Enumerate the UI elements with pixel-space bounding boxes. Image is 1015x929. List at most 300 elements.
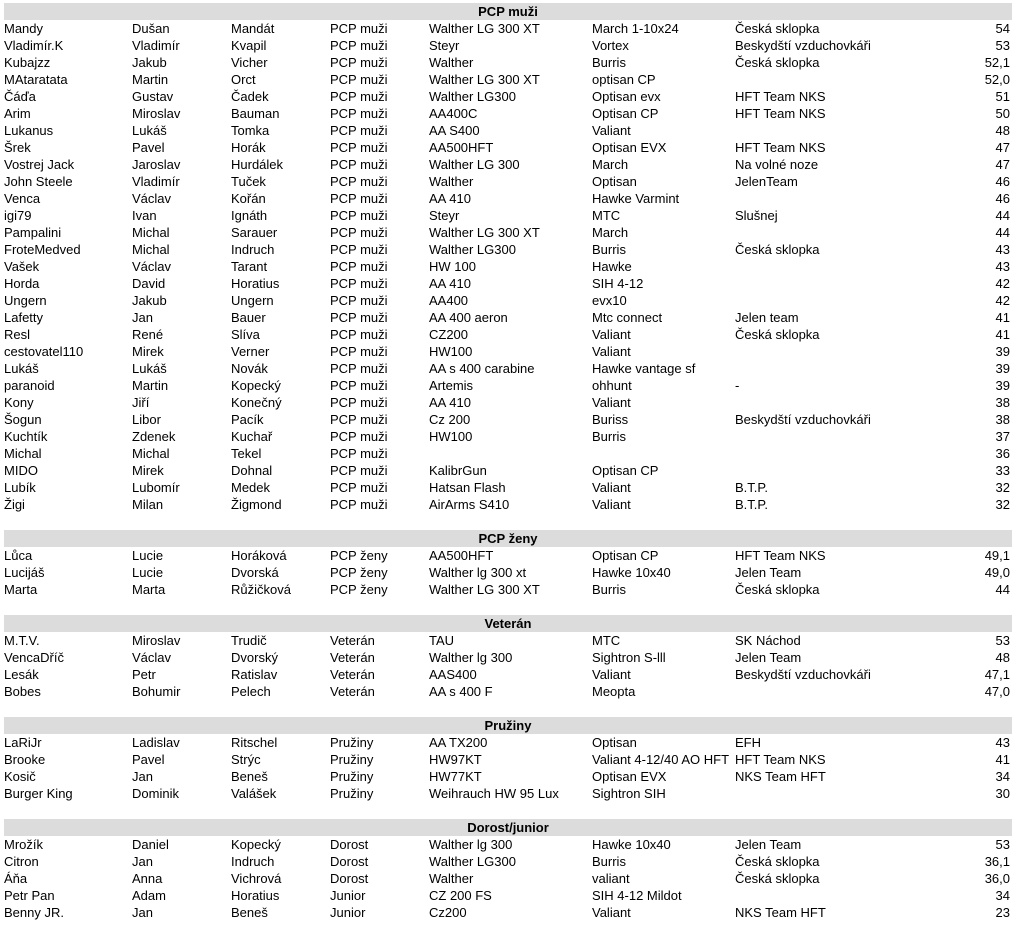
rifle-cell: HW 100 (429, 259, 476, 274)
table-row (4, 887, 1012, 904)
scope-cell: Hawke 10x40 (592, 565, 671, 580)
table-row (4, 853, 1012, 870)
rifle-cell: AA 400 aeron (429, 310, 508, 325)
first-name-cell: Michal (132, 446, 170, 461)
scope-cell: Mtc connect (592, 310, 663, 325)
rifle-cell: Steyr (429, 208, 460, 223)
scope-cell: Vortex (592, 38, 629, 53)
last-name-cell: Kopecký (231, 378, 281, 393)
category-cell: PCP ženy (330, 548, 388, 563)
nickname-cell: Petr Pan (4, 888, 55, 903)
scope-cell: valiant (592, 871, 630, 886)
scope-cell: Optisan EVX (592, 140, 667, 155)
score-cell: 42 (995, 293, 1010, 308)
table-row (4, 88, 1012, 105)
rifle-cell: TAU (429, 633, 455, 648)
category-cell: Pružiny (330, 735, 374, 750)
scope-cell: evx10 (592, 293, 627, 308)
score-cell: 44 (995, 208, 1010, 223)
rifle-cell: Walther LG 300 XT (429, 225, 540, 240)
category-cell: PCP muži (330, 208, 388, 223)
scope-cell: Optisan (592, 735, 637, 750)
scope-cell: Buriss (592, 412, 629, 427)
score-cell: 53 (995, 633, 1010, 648)
scope-cell: March (592, 157, 629, 172)
table-row (4, 139, 1012, 156)
table-row (4, 71, 1012, 88)
first-name-cell: Mirek (132, 463, 164, 478)
score-cell: 44 (995, 582, 1010, 597)
last-name-cell: Medek (231, 480, 271, 495)
nickname-cell: Kuchtík (4, 429, 48, 444)
nickname-cell: paranoid (4, 378, 55, 393)
score-cell: 39 (995, 344, 1010, 359)
category-cell: Pružiny (330, 752, 374, 767)
score-cell: 47 (995, 140, 1010, 155)
score-cell: 46 (995, 174, 1010, 189)
scope-cell: Valiant (592, 480, 631, 495)
section-spacer (4, 598, 1012, 615)
last-name-cell: Konečný (231, 395, 282, 410)
category-cell: PCP muži (330, 429, 388, 444)
first-name-cell: David (132, 276, 166, 291)
score-cell: 54 (995, 21, 1010, 36)
first-name-cell: Dominik (132, 786, 179, 801)
score-cell: 38 (995, 395, 1010, 410)
table-row (4, 105, 1012, 122)
last-name-cell: Tarant (231, 259, 268, 274)
score-cell: 47,0 (984, 684, 1010, 699)
nickname-cell: cestovatel110 (4, 344, 84, 359)
category-cell: PCP muži (330, 38, 388, 53)
first-name-cell: Jiří (132, 395, 150, 410)
table-row (4, 496, 1012, 513)
last-name-cell: Horák (231, 140, 266, 155)
scope-cell: SIH 4-12 (592, 276, 644, 291)
score-cell: 39 (995, 361, 1010, 376)
section-spacer (4, 802, 1012, 819)
rifle-cell: AAS400 (429, 667, 477, 682)
scope-cell: Valiant 4-12/40 AO HFT (592, 752, 730, 767)
score-cell: 33 (995, 463, 1010, 478)
first-name-cell: Daniel (132, 837, 169, 852)
category-cell: PCP muži (330, 344, 388, 359)
scope-cell: Burris (592, 429, 626, 444)
nickname-cell: Šogun (4, 412, 42, 427)
rifle-cell: Cz 200 (429, 412, 471, 427)
first-name-cell: Adam (132, 888, 166, 903)
table-row (4, 666, 1012, 683)
score-cell: 47,1 (984, 667, 1010, 682)
first-name-cell: Miroslav (132, 106, 181, 121)
table-row (4, 258, 1012, 275)
rifle-cell: Weihrauch HW 95 Lux (429, 786, 559, 801)
category-cell: Junior (330, 905, 366, 920)
scope-cell: Optisan EVX (592, 769, 667, 784)
rifle-cell: AA400 (429, 293, 469, 308)
first-name-cell: Václav (132, 191, 172, 206)
team-cell: EFH (735, 735, 761, 750)
nickname-cell: M.T.V. (4, 633, 40, 648)
team-cell: - (735, 378, 740, 393)
first-name-cell: Zdenek (132, 429, 176, 444)
rifle-cell: AA TX200 (429, 735, 488, 750)
score-cell: 43 (995, 242, 1010, 257)
table-row (4, 683, 1012, 700)
scope-cell: March (592, 225, 629, 240)
first-name-cell: Martin (132, 72, 169, 87)
scope-cell: Optisan CP (592, 463, 659, 478)
table-row (4, 360, 1012, 377)
category-cell: Pružiny (330, 786, 374, 801)
rifle-cell: Artemis (429, 378, 474, 393)
scope-cell: Hawke Varmint (592, 191, 680, 206)
nickname-cell: VencaDříč (4, 650, 64, 665)
rifle-cell: CZ 200 FS (429, 888, 492, 903)
score-cell: 42 (995, 276, 1010, 291)
category-section (4, 819, 1012, 921)
scope-cell: Valiant (592, 327, 631, 342)
last-name-cell: Ritschel (231, 735, 278, 750)
last-name-cell: Mandát (231, 21, 275, 36)
first-name-cell: Lucie (132, 548, 164, 563)
last-name-cell: Indruch (231, 242, 275, 257)
scope-cell: Valiant (592, 395, 631, 410)
table-row (4, 224, 1012, 241)
category-cell: Dorost (330, 837, 369, 852)
team-cell: Beskydští vzduchovkáři (735, 412, 871, 427)
section-spacer (4, 513, 1012, 530)
nickname-cell: Lukáš (4, 361, 39, 376)
category-cell: PCP muži (330, 174, 388, 189)
category-cell: PCP muži (330, 72, 388, 87)
score-cell: 41 (995, 310, 1010, 325)
first-name-cell: Jan (132, 310, 153, 325)
table-row (4, 377, 1012, 394)
table-row (4, 326, 1012, 343)
last-name-cell: Horatius (231, 888, 280, 903)
rifle-cell: AA s 400 carabine (429, 361, 535, 376)
first-name-cell: Vladimír (132, 38, 180, 53)
rifle-cell: HW100 (429, 344, 473, 359)
section-spacer (4, 700, 1012, 717)
rifle-cell: Steyr (429, 38, 460, 53)
team-cell: Česká sklopka (735, 21, 820, 36)
score-cell: 52,1 (984, 55, 1010, 70)
scope-cell: Hawke 10x40 (592, 837, 671, 852)
last-name-cell: Novák (231, 361, 268, 376)
table-row (4, 241, 1012, 258)
team-cell: NKS Team HFT (735, 769, 826, 784)
nickname-cell: John Steele (4, 174, 73, 189)
table-row (4, 564, 1012, 581)
nickname-cell: Lesák (4, 667, 39, 682)
scope-cell: ohhunt (592, 378, 632, 393)
category-cell: PCP muži (330, 463, 388, 478)
category-cell: PCP muži (330, 191, 388, 206)
category-cell: Dorost (330, 871, 369, 886)
rifle-cell: AA500HFT (429, 548, 494, 563)
last-name-cell: Indruch (231, 854, 275, 869)
score-cell: 30 (995, 786, 1010, 801)
nickname-cell: Venca (4, 191, 41, 206)
score-cell: 41 (995, 327, 1010, 342)
score-cell: 39 (995, 378, 1010, 393)
score-cell: 36 (995, 446, 1010, 461)
scope-cell: Optisan CP (592, 106, 659, 121)
rifle-cell: AirArms S410 (429, 497, 510, 512)
nickname-cell: Burger King (4, 786, 73, 801)
last-name-cell: Sarauer (231, 225, 278, 240)
category-cell: Veterán (330, 633, 375, 648)
nickname-cell: Citron (4, 854, 39, 869)
category-cell: PCP muži (330, 225, 388, 240)
nickname-cell: Ungern (4, 293, 47, 308)
category-cell: PCP muži (330, 55, 388, 70)
category-header: Dorost/junior (4, 819, 1012, 836)
category-cell: PCP muži (330, 259, 388, 274)
table-row (4, 904, 1012, 921)
score-cell: 43 (995, 735, 1010, 750)
first-name-cell: Lukáš (132, 123, 167, 138)
category-cell: PCP muži (330, 310, 388, 325)
last-name-cell: Strýc (231, 752, 261, 767)
nickname-cell: Pampalini (4, 225, 62, 240)
last-name-cell: Kopecký (231, 837, 281, 852)
table-row (4, 292, 1012, 309)
first-name-cell: Michal (132, 225, 170, 240)
team-cell: Česká sklopka (735, 871, 820, 886)
last-name-cell: Bauman (231, 106, 280, 121)
category-cell: PCP muži (330, 361, 388, 376)
scope-cell: optisan CP (592, 72, 656, 87)
score-cell: 36,1 (984, 854, 1010, 869)
table-row (4, 649, 1012, 666)
team-cell: B.T.P. (735, 480, 769, 495)
rifle-cell: HW77KT (429, 769, 482, 784)
nickname-cell: MAtaratata (4, 72, 68, 87)
category-cell: PCP muži (330, 293, 388, 308)
scope-cell: Valiant (592, 344, 631, 359)
category-cell: Dorost (330, 854, 369, 869)
nickname-cell: Mandy (4, 21, 44, 36)
scope-cell: MTC (592, 633, 621, 648)
category-cell: PCP muži (330, 140, 388, 155)
category-section (4, 3, 1012, 513)
scope-cell: Hawke vantage sf (592, 361, 696, 376)
nickname-cell: Lucijáš (4, 565, 45, 580)
scope-cell: Sightron SIH (592, 786, 666, 801)
rifle-cell: KalibrGun (429, 463, 487, 478)
score-cell: 44 (995, 225, 1010, 240)
score-cell: 34 (995, 769, 1010, 784)
nickname-cell: Brooke (4, 752, 46, 767)
results-sheet (4, 3, 1012, 921)
category-header: Pružiny (4, 717, 1012, 734)
nickname-cell: Benny JR. (4, 905, 64, 920)
first-name-cell: Jan (132, 905, 153, 920)
score-cell: 32 (995, 497, 1010, 512)
first-name-cell: Jakub (132, 55, 167, 70)
rifle-cell: AA400C (429, 106, 478, 121)
score-cell: 52,0 (984, 72, 1010, 87)
last-name-cell: Pelech (231, 684, 271, 699)
first-name-cell: Ivan (132, 208, 157, 223)
table-row (4, 394, 1012, 411)
table-row (4, 156, 1012, 173)
first-name-cell: Miroslav (132, 633, 181, 648)
rifle-cell: Walther (429, 55, 474, 70)
nickname-cell: Lůca (4, 548, 33, 563)
score-cell: 49,1 (984, 548, 1010, 563)
score-cell: 32 (995, 480, 1010, 495)
category-section (4, 717, 1012, 802)
first-name-cell: Jaroslav (132, 157, 181, 172)
rifle-cell: Walther (429, 174, 474, 189)
category-cell: PCP muži (330, 89, 388, 104)
last-name-cell: Čadek (231, 89, 269, 104)
last-name-cell: Tomka (231, 123, 270, 138)
last-name-cell: Kořán (231, 191, 266, 206)
first-name-cell: Lubomír (132, 480, 180, 495)
score-cell: 51 (995, 89, 1010, 104)
category-section (4, 615, 1012, 700)
table-row (4, 836, 1012, 853)
scope-cell: March 1-10x24 (592, 21, 679, 36)
last-name-cell: Valášek (231, 786, 277, 801)
table-row (4, 343, 1012, 360)
score-cell: 23 (995, 905, 1010, 920)
team-cell: Na volné noze (735, 157, 819, 172)
rifle-cell: AA 410 (429, 191, 471, 206)
last-name-cell: Horáková (231, 548, 287, 563)
nickname-cell: Mrožík (4, 837, 43, 852)
nickname-cell: Vladimír.K (4, 38, 64, 53)
nickname-cell: Michal (4, 446, 42, 461)
team-cell: Beskydští vzduchovkáři (735, 38, 871, 53)
nickname-cell: Kony (4, 395, 34, 410)
last-name-cell: Horatius (231, 276, 280, 291)
rifle-cell: CZ200 (429, 327, 469, 342)
first-name-cell: Michal (132, 242, 170, 257)
table-row (4, 428, 1012, 445)
first-name-cell: Lucie (132, 565, 164, 580)
table-row (4, 309, 1012, 326)
category-cell: PCP muži (330, 21, 388, 36)
category-cell: PCP muži (330, 446, 388, 461)
category-cell: PCP muži (330, 123, 388, 138)
table-row (4, 20, 1012, 37)
table-row (4, 785, 1012, 802)
team-cell: Česká sklopka (735, 55, 820, 70)
category-cell: Pružiny (330, 769, 374, 784)
table-row (4, 581, 1012, 598)
last-name-cell: Vichrová (231, 871, 282, 886)
team-cell: Slušnej (735, 208, 778, 223)
nickname-cell: LaRiJr (4, 735, 42, 750)
table-row (4, 462, 1012, 479)
table-row (4, 122, 1012, 139)
nickname-cell: igi79 (4, 208, 32, 223)
first-name-cell: Mirek (132, 344, 164, 359)
table-row (4, 54, 1012, 71)
scope-cell: Valiant (592, 667, 631, 682)
score-cell: 43 (995, 259, 1010, 274)
last-name-cell: Ratislav (231, 667, 278, 682)
score-cell: 41 (995, 752, 1010, 767)
category-cell: PCP muži (330, 480, 388, 495)
first-name-cell: Marta (132, 582, 166, 597)
score-cell: 47 (995, 157, 1010, 172)
scope-cell: Valiant (592, 123, 631, 138)
team-cell: Jelen Team (735, 565, 802, 580)
table-row (4, 870, 1012, 887)
nickname-cell: MIDO (4, 463, 38, 478)
last-name-cell: Tekel (231, 446, 262, 461)
first-name-cell: Libor (132, 412, 161, 427)
team-cell: JelenTeam (735, 174, 798, 189)
category-cell: Veterán (330, 650, 375, 665)
category-cell: PCP muži (330, 412, 388, 427)
score-cell: 50 (995, 106, 1010, 121)
rifle-cell: AA 410 (429, 276, 471, 291)
last-name-cell: Verner (231, 344, 270, 359)
category-cell: PCP muži (330, 327, 388, 342)
score-cell: 53 (995, 837, 1010, 852)
table-row (4, 173, 1012, 190)
category-cell: PCP muži (330, 395, 388, 410)
rifle-cell: Walther LG 300 XT (429, 72, 540, 87)
nickname-cell: Vašek (4, 259, 40, 274)
last-name-cell: Pacík (231, 412, 264, 427)
rifle-cell: Cz200 (429, 905, 467, 920)
table-row (4, 632, 1012, 649)
last-name-cell: Dvorská (231, 565, 279, 580)
nickname-cell: Kosič (4, 769, 36, 784)
last-name-cell: Slíva (231, 327, 260, 342)
first-name-cell: Jan (132, 769, 153, 784)
last-name-cell: Ignáth (231, 208, 268, 223)
scope-cell: Optisan evx (592, 89, 661, 104)
nickname-cell: Lubík (4, 480, 36, 495)
first-name-cell: Václav (132, 259, 172, 274)
first-name-cell: Milan (132, 497, 164, 512)
table-row (4, 734, 1012, 751)
table-row (4, 37, 1012, 54)
first-name-cell: Vladimír (132, 174, 180, 189)
last-name-cell: Beneš (231, 769, 268, 784)
table-row (4, 275, 1012, 292)
score-cell: 48 (995, 650, 1010, 665)
score-cell: 38 (995, 412, 1010, 427)
scope-cell: Hawke (592, 259, 632, 274)
first-name-cell: René (132, 327, 164, 342)
table-row (4, 190, 1012, 207)
rifle-cell: Walther LG300 (429, 89, 516, 104)
last-name-cell: Vicher (231, 55, 268, 70)
rifle-cell: AA 410 (429, 395, 471, 410)
nickname-cell: Bobes (4, 684, 41, 699)
first-name-cell: Pavel (132, 752, 165, 767)
nickname-cell: Vostrej Jack (4, 157, 75, 172)
last-name-cell: Beneš (231, 905, 268, 920)
table-row (4, 547, 1012, 564)
nickname-cell: Lukanus (4, 123, 54, 138)
category-cell: Veterán (330, 667, 375, 682)
rifle-cell: Walther LG300 (429, 242, 516, 257)
last-name-cell: Dvorský (231, 650, 278, 665)
team-cell: NKS Team HFT (735, 905, 826, 920)
